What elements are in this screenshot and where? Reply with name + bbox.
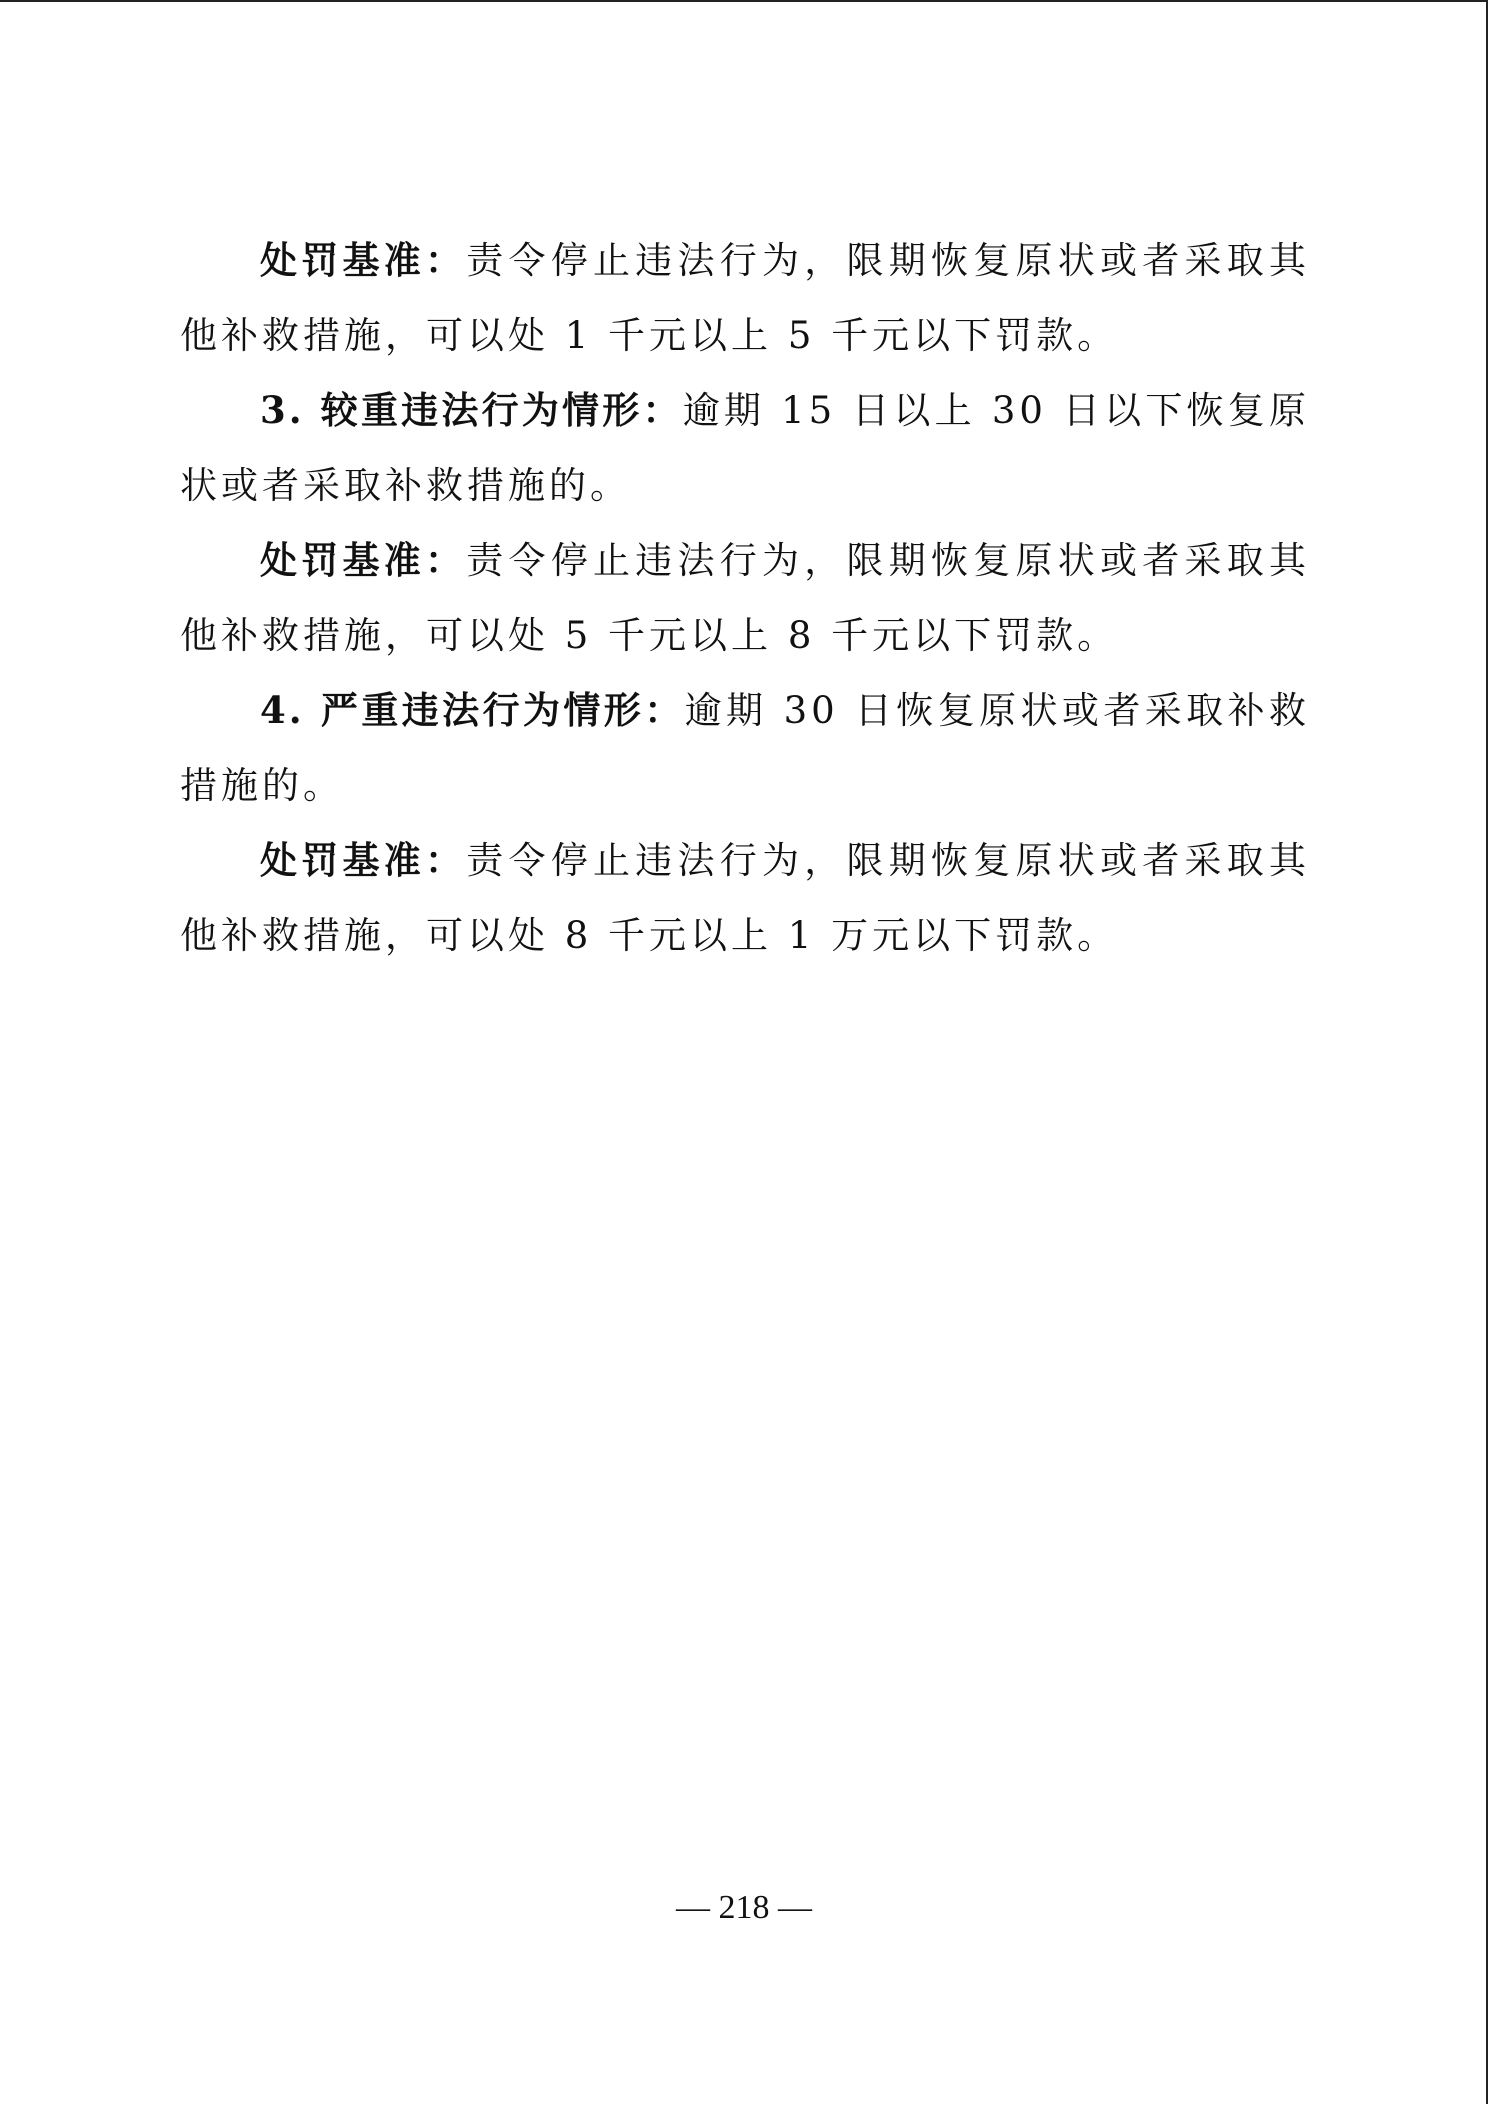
paragraph-lead: 处罚基准： <box>260 538 467 582</box>
paragraph-penalty-standard-3 <box>180 823 1310 973</box>
paragraph-text: 逾期 30 日恢复原状或者采取补救措施的。 <box>180 689 1310 807</box>
paragraph-text: 责令停止违法行为，限期恢复原状或者采取其他补救措施，可以处 5 千元以上 8 千元以下罚款。 <box>180 539 1310 657</box>
paragraph-severe-violation <box>180 673 1310 823</box>
page-top-border <box>0 0 1488 2</box>
paragraph-text: 责令停止违法行为，限期恢复原状或者采取其他补救措施，可以处 1 千元以上 5 千元以下罚款。 <box>180 239 1310 357</box>
paragraph-penalty-standard-1 <box>180 223 1310 373</box>
document-body <box>180 223 1310 973</box>
paragraph-lead: 4. 严重违法行为情形： <box>260 688 685 732</box>
paragraph-lead: 3. 较重违法行为情形： <box>260 388 683 432</box>
paragraph-lead: 处罚基准： <box>260 238 467 282</box>
paragraph-text: 责令停止违法行为，限期恢复原状或者采取其他补救措施，可以处 8 千元以上 1 万元以下罚款。 <box>180 839 1310 957</box>
paragraph-penalty-standard-2 <box>180 523 1310 673</box>
page-number: — 218 — <box>676 1889 812 1926</box>
paragraph-lead: 处罚基准： <box>260 838 467 882</box>
paragraph-text: 逾期 15 日以上 30 日以下恢复原状或者采取补救措施的。 <box>180 389 1310 507</box>
paragraph-serious-violation <box>180 373 1310 523</box>
